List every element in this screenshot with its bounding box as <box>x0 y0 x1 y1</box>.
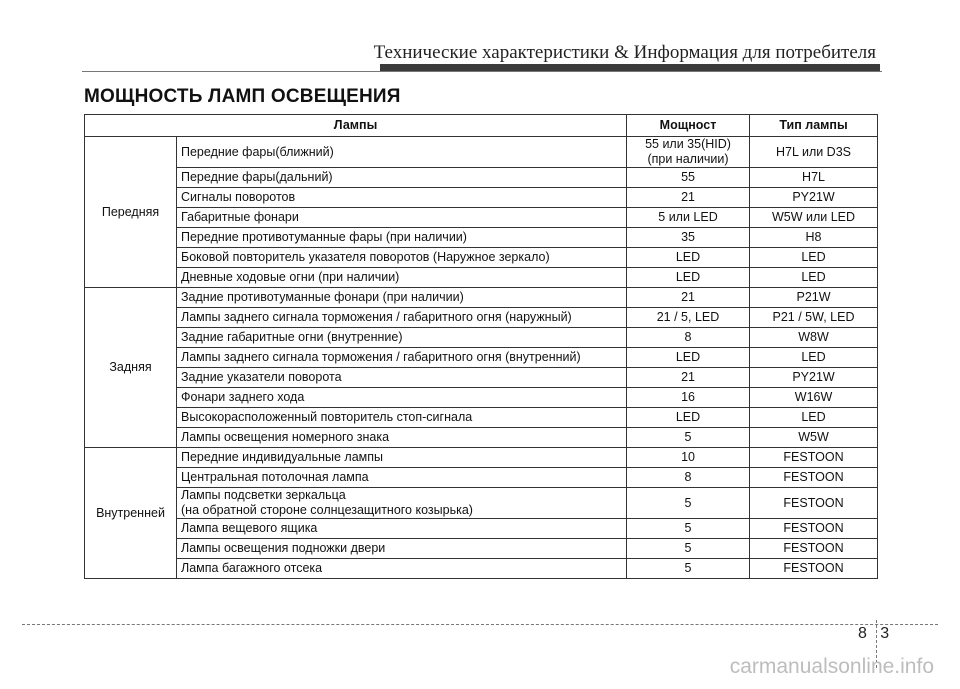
header-title: Технические характеристики & Информация для потребителя <box>373 42 876 63</box>
lamp-name: Дневные ходовые огни (при наличии) <box>177 268 627 288</box>
lamp-name: Передние индивидуальные лампы <box>177 448 627 468</box>
table-row <box>85 188 878 208</box>
group-label: Внутренней <box>85 448 177 579</box>
chapter-number: 8 <box>858 625 867 642</box>
lamp-type: LED <box>750 348 878 368</box>
table-row <box>85 539 878 559</box>
lamp-name: Передние фары(ближний) <box>177 137 627 168</box>
table-row <box>85 488 878 519</box>
table-row <box>85 428 878 448</box>
lamp-power: LED <box>627 348 750 368</box>
table-row <box>85 448 878 468</box>
lamp-power: 8 <box>627 328 750 348</box>
lamp-name: Лампа вещевого ящика <box>177 519 627 539</box>
table-row <box>85 408 878 428</box>
table-row <box>85 208 878 228</box>
lamp-power: 5 <box>627 559 750 579</box>
lamp-power: 16 <box>627 388 750 408</box>
lamp-name: Сигналы поворотов <box>177 188 627 208</box>
lamp-type: FESTOON <box>750 519 878 539</box>
table-row <box>85 268 878 288</box>
group-label: Передняя <box>85 137 177 288</box>
table-row <box>85 348 878 368</box>
lamp-power: 5 или LED <box>627 208 750 228</box>
lamp-power: 21 <box>627 368 750 388</box>
table-row <box>85 368 878 388</box>
lamp-type: FESTOON <box>750 488 878 519</box>
lamp-power: LED <box>627 248 750 268</box>
lamp-name: Лампы освещения номерного знака <box>177 428 627 448</box>
lamp-power: 21 <box>627 188 750 208</box>
lamp-name: Фонари заднего хода <box>177 388 627 408</box>
table-row <box>85 328 878 348</box>
table-row <box>85 308 878 328</box>
lamp-type: W5W или LED <box>750 208 878 228</box>
lamp-power: 55 <box>627 168 750 188</box>
lamp-name: Лампы подсветки зеркальца (на обратной стороне солнцезащитного козырька) <box>177 488 627 519</box>
table-row <box>85 137 878 168</box>
lamp-name: Боковой повторитель указателя поворотов (Наружное зеркало) <box>177 248 627 268</box>
table-row <box>85 519 878 539</box>
lamp-name: Задние габаритные огни (внутренние) <box>177 328 627 348</box>
page-number-value: 3 <box>880 625 890 642</box>
column-header-type: Тип лампы <box>750 115 878 137</box>
lamp-power-table <box>84 114 878 579</box>
page-number <box>858 625 889 643</box>
lamp-type: PY21W <box>750 188 878 208</box>
lamp-name: Лампы освещения подножки двери <box>177 539 627 559</box>
lamp-type: W8W <box>750 328 878 348</box>
lamp-type: W16W <box>750 388 878 408</box>
lamp-power: 35 <box>627 228 750 248</box>
lamp-power: LED <box>627 268 750 288</box>
lamp-name: Габаритные фонари <box>177 208 627 228</box>
table-row <box>85 559 878 579</box>
lamp-type: FESTOON <box>750 559 878 579</box>
lamp-type: P21W <box>750 288 878 308</box>
lamp-power: 8 <box>627 468 750 488</box>
table-header-row <box>85 115 878 137</box>
lamp-name: Центральная потолочная лампа <box>177 468 627 488</box>
lamp-type: FESTOON <box>750 539 878 559</box>
lamp-type: P21 / 5W, LED <box>750 308 878 328</box>
lamp-type: FESTOON <box>750 468 878 488</box>
footer-rule <box>22 624 938 625</box>
lamp-power: 10 <box>627 448 750 468</box>
group-label: Задняя <box>85 288 177 448</box>
lamp-type: W5W <box>750 428 878 448</box>
table-row <box>85 168 878 188</box>
table-row <box>85 388 878 408</box>
lamp-type: LED <box>750 268 878 288</box>
table-row <box>85 468 878 488</box>
table-row <box>85 288 878 308</box>
lamp-power: 21 / 5, LED <box>627 308 750 328</box>
lamp-type: LED <box>750 248 878 268</box>
table-row <box>85 248 878 268</box>
table-row <box>85 228 878 248</box>
lamp-name: Лампы заднего сигнала торможения / габаритного огня (наружный) <box>177 308 627 328</box>
lamp-type: FESTOON <box>750 448 878 468</box>
lamp-name: Лампы заднего сигнала торможения / габаритного огня (внутренний) <box>177 348 627 368</box>
lamp-name: Задние противотуманные фонари (при наличии) <box>177 288 627 308</box>
lamp-power: 55 или 35(HID) (при наличии) <box>627 137 750 168</box>
lamp-name: Передние фары(дальний) <box>177 168 627 188</box>
lamp-power: 21 <box>627 288 750 308</box>
lamp-power: LED <box>627 408 750 428</box>
lamp-name: Задние указатели поворота <box>177 368 627 388</box>
lamp-type: LED <box>750 408 878 428</box>
lamp-name: Высокорасположенный повторитель стоп-сигнала <box>177 408 627 428</box>
column-header-lamps: Лампы <box>85 115 627 137</box>
table-body <box>85 137 878 579</box>
section-title: МОЩНОСТЬ ЛАМП ОСВЕЩЕНИЯ <box>84 86 401 107</box>
lamp-power: 5 <box>627 539 750 559</box>
lamp-power: 5 <box>627 519 750 539</box>
lamp-name: Передние противотуманные фары (при наличии) <box>177 228 627 248</box>
lamp-power: 5 <box>627 488 750 519</box>
lamp-type: PY21W <box>750 368 878 388</box>
lamp-type: H7L <box>750 168 878 188</box>
header-bar <box>380 64 880 71</box>
watermark: carmanualsonline.info <box>729 655 934 678</box>
lamp-type: H7L или D3S <box>750 137 878 168</box>
column-header-power: Мощност <box>627 115 750 137</box>
header-rule <box>82 71 882 72</box>
lamp-power: 5 <box>627 428 750 448</box>
lamp-type: H8 <box>750 228 878 248</box>
lamp-name: Лампа багажного отсека <box>177 559 627 579</box>
